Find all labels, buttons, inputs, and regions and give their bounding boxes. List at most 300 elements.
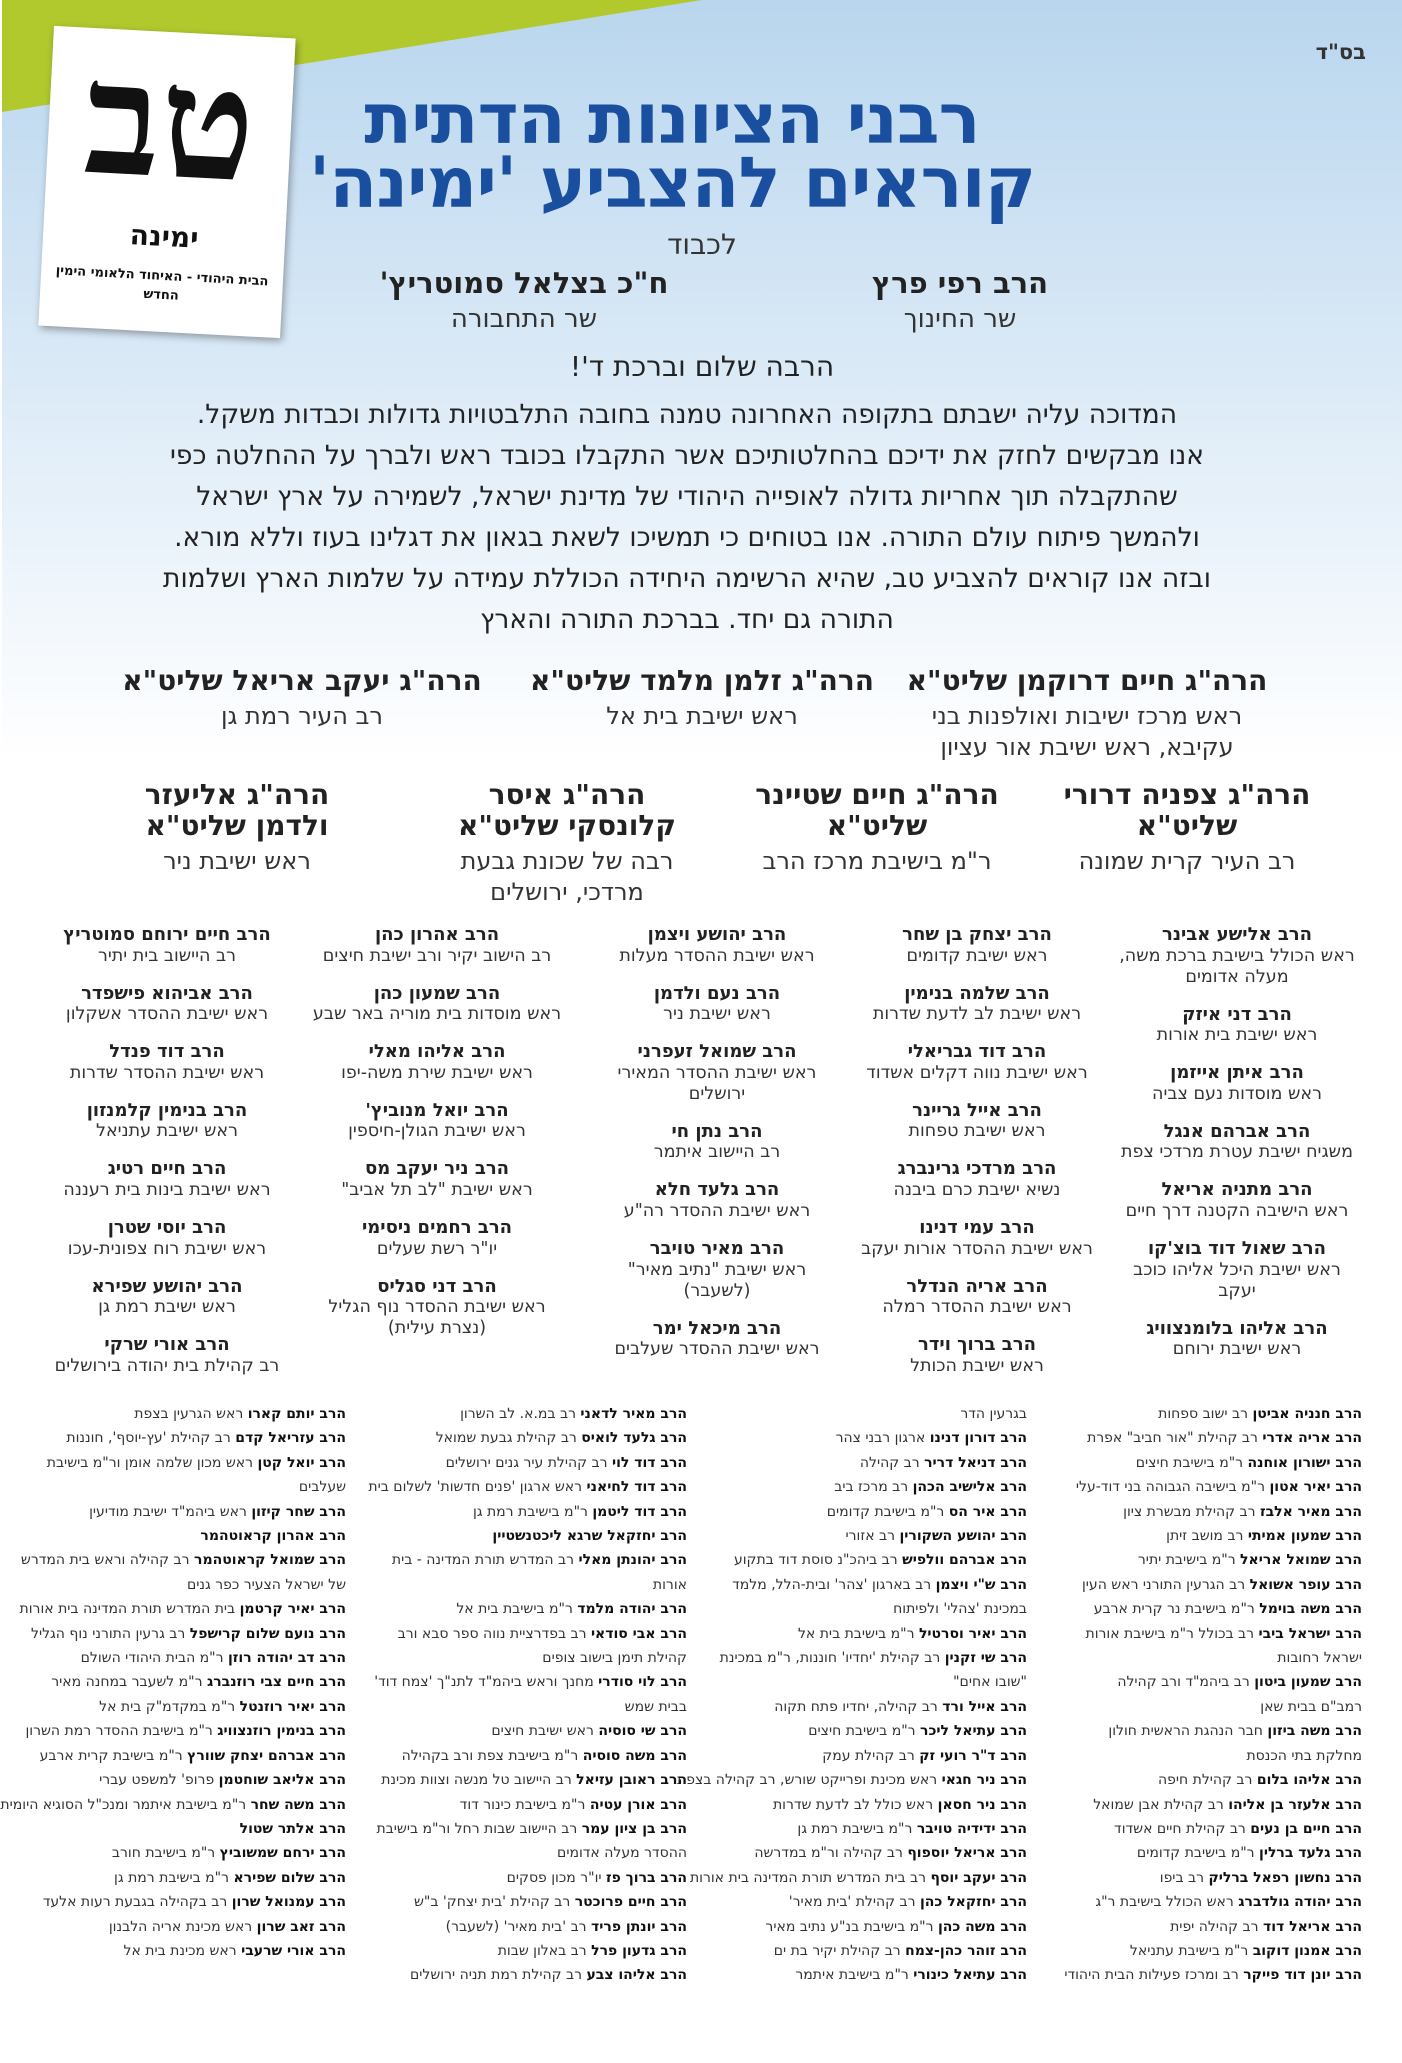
rabbi-entry: [852, 1100, 1102, 1143]
headline-line-1: רבני הציונות הדתית: [364, 78, 980, 160]
rabbi-entry: [852, 1041, 1102, 1084]
signatory-title: רב בכולל ר"מ בישיבת אורות: [1085, 1625, 1255, 1642]
signatory-row: [46, 1646, 346, 1670]
senior-rabbi: [752, 780, 1002, 877]
rabbi-entry: [1112, 1004, 1362, 1047]
signatory-name: הרב אייל ורד: [942, 1698, 1027, 1715]
rabbi-name: הרב שמואל זעפרני: [637, 1041, 797, 1063]
signatory-name: הרב אורי שרעבי: [241, 1942, 346, 1959]
rabbi-name: הרב מיכאל ימר: [652, 1317, 782, 1339]
signatory-title: רב קהילת עמק: [822, 1747, 915, 1764]
rabbi-name: הרב שאול דוד בוצ'קו: [1148, 1237, 1326, 1259]
rabbi-title: ראש מוסדות נעם צביה: [1152, 1083, 1322, 1104]
addressee-name: ח"כ בצלאל סמוטריץ': [379, 266, 669, 300]
signatory-title: יו"ר מכון פסקים: [506, 1869, 602, 1886]
signatory-row: [387, 1548, 687, 1572]
signatory-name: הרב אליהו צבע: [586, 1967, 687, 1984]
rabbi-title: יו"ר רשת שעלים: [376, 1238, 498, 1259]
signatory-title: ראש ארגון 'פנים חדשות' לשלום בית: [368, 1479, 583, 1496]
rabbi-name: הרה"ג צפניה דרורי שליט"א: [1063, 778, 1311, 842]
rabbi-title: ראש ישיבת רוח צפונית-עכו: [67, 1238, 267, 1259]
signatory-row: [727, 1670, 1027, 1694]
signatory-name: הרב אבי סודאי: [590, 1625, 687, 1642]
signatory-row: [1062, 1866, 1362, 1890]
rabbi-entry: [1112, 1121, 1362, 1164]
rabbi-title: ראש ישיבת עתניאל: [96, 1121, 238, 1142]
addressee-1: [770, 266, 1150, 334]
signatory-title: ראש מכינת אריה הלבנון: [108, 1918, 253, 1935]
signatory-row: [727, 1695, 1027, 1719]
rabbi-entry: [312, 924, 562, 967]
signatory-title: רב ביהכ"נ סוסת דוד בתקוע: [733, 1552, 898, 1569]
signatory-name: הרב בן ציון עמר: [581, 1820, 687, 1837]
rabbi-name: הרב יהושע ויצמן: [647, 924, 787, 945]
letter-honor: לכבוד: [667, 228, 737, 261]
signatory-title: רב בית המדרש תורת המדינה בית אורות: [689, 1869, 927, 1886]
signatory-row: [387, 1915, 687, 1939]
rabbi-entry: [312, 1100, 562, 1143]
signatory-row: [387, 1524, 687, 1548]
signatory-name: הרב בנימין רוזנצוויג: [217, 1723, 346, 1740]
rabbi-title: ראש ישיבת ירוחם: [1172, 1339, 1302, 1360]
signatory-title: רב מושב זיתן: [1166, 1528, 1244, 1545]
signatory-title: ר"מ בישיבת רמת גן: [114, 1869, 229, 1886]
rabbi-entry: [592, 1179, 842, 1222]
signatory-row: [20, 1548, 346, 1572]
signatory-row: [368, 1475, 687, 1499]
signatory-row: [387, 1963, 687, 1987]
rabbi-title: ראש ישיבת הכותל: [910, 1355, 1044, 1376]
signatory-title: רב קהילת עיר גנים ירושלים: [445, 1454, 608, 1471]
rabbi-title: רב הישוב יקיר ורב ישיבת חיצים: [322, 945, 552, 966]
signatory-title: במכינת 'צהלי' ולפיתוח: [893, 1601, 1027, 1618]
signatory-title: רב קהילת רמת תניה ירושלים: [409, 1967, 582, 1984]
rabbi-entry: [312, 1158, 562, 1201]
signatory-row: [1062, 1744, 1362, 1768]
signatory-row: [727, 1915, 1027, 1939]
signatory-row: [727, 1573, 1027, 1597]
signatory-name: הרב אברהם יצחק שוורץ: [187, 1747, 346, 1764]
signatory-row: [1062, 1963, 1362, 1987]
signatory-name: הרב אלישיב הכהן: [912, 1479, 1027, 1496]
letter-line: ולהמשך פיתוח עולם התורה. אנו בטוחים כי תמשיכו לשאת בגאון את דגלינו בעוז וללא מורא.: [174, 522, 1200, 553]
rabbi-name: הרה"ג איסר קלונסקי שליט"א: [458, 778, 676, 842]
rabbi-title: ראש ישיבת ההסדר מעלות: [619, 945, 815, 966]
signatory-title: רב בקהילה בגבעת רעות אלעד: [42, 1894, 228, 1911]
rabbis-column: [592, 924, 842, 1376]
signatory-row: [727, 1744, 1027, 1768]
rabbi-title: רבה של שכונת גבעת מרדכי, ירושלים: [460, 846, 674, 906]
signatory-row: [727, 1402, 1027, 1426]
signatory-title: רב קהילת חיים אשדוד: [1114, 1820, 1246, 1837]
signatory-title: ראש מכון שלמה אומן ור"מ בישיבת: [46, 1454, 253, 1471]
rabbi-name: הרב דני איזק: [1182, 1003, 1292, 1025]
rabbi-name: הרב חיים ירוחם סמוטריץ: [63, 924, 271, 945]
signatory-name: הרב גדעון פרל: [591, 1942, 687, 1959]
signatory-name: הרב יהודה גולדברג: [1238, 1894, 1362, 1911]
rabbi-title: ראש ישיבת ניר: [163, 846, 311, 875]
signatory-row: [381, 1768, 687, 1792]
signatory-row: [387, 1866, 687, 1890]
signatory-row: [727, 1963, 1027, 1987]
signatory-title: ארגון רבני צהר: [835, 1430, 926, 1447]
signatory-name: הרב אברהם וולפיש: [902, 1552, 1027, 1569]
rabbi-entry: [42, 924, 292, 967]
signatories-column: [368, 1402, 687, 1988]
signatory-row: [1062, 1670, 1362, 1694]
signatory-title: רב קהילת גבעת שמואל: [435, 1430, 577, 1447]
senior-rabbi: [122, 666, 482, 732]
rabbi-entry: [852, 1158, 1102, 1201]
signatory-row: [376, 1817, 687, 1841]
rabbi-entry: [312, 983, 562, 1026]
signatory-row: [727, 1890, 1027, 1914]
signatory-title: רב קהילת אבן שמואל: [1093, 1796, 1224, 1813]
signatory-name: הרב שמואל קראוטהמר: [194, 1552, 346, 1569]
signatory-row: [727, 1524, 1027, 1548]
signatory-name: הרב יהונתן מאלי: [578, 1552, 687, 1569]
signatory-row: [1062, 1890, 1362, 1914]
signatory-row: [39, 1744, 346, 1768]
rabbi-name: הרב אברהם אנגל: [1163, 1120, 1311, 1142]
signatory-row: [727, 1793, 1027, 1817]
addressee-role: שר החינוך: [903, 304, 1017, 334]
addressee-name: הרב רפי פרץ: [871, 266, 1049, 300]
addressee-2: [334, 266, 714, 334]
signatory-title: ישראל רחובות: [1277, 1650, 1362, 1667]
rabbi-name: הרב רחמים ניסימי: [361, 1216, 513, 1238]
signatory-name: הרב ישורון אוחנה: [1247, 1454, 1362, 1471]
signatory-row: [1062, 1719, 1362, 1743]
signatory-name: הרב יאיר רוזנטל: [239, 1698, 346, 1715]
rabbi-title: ראש ישיבת ההסדר שעלבים: [614, 1339, 820, 1360]
signatory-name: הרב שמואל אריאל: [1240, 1552, 1362, 1569]
rabbi-title: ראש ישיבת "לב תל אביב": [341, 1179, 533, 1200]
letter-greeting: הרבה שלום וברכת ד'!: [569, 350, 835, 383]
signatory-row: [387, 1402, 687, 1426]
signatory-title: מחנך וראש ביהמ"ד לתנ"ך 'צמח דוד': [374, 1674, 594, 1691]
signatory-title: ר"מ בישיבת בית אל: [797, 1625, 915, 1642]
signatory-title: בגרעין הדר: [960, 1406, 1027, 1422]
signatory-title: רב בפדרציית נווה ספר סבא ורב: [397, 1625, 587, 1642]
signatory-row: [1062, 1622, 1362, 1646]
signatory-row: [46, 1451, 346, 1475]
rabbi-entry: [852, 983, 1102, 1026]
signatory-row: [387, 1573, 687, 1597]
rabbi-title: ראש ישיבת קדומים: [906, 945, 1048, 966]
signatory-title: רב קהילה, יחדיו פתח תקוה: [774, 1698, 938, 1715]
signatory-name: הרב אלתר שטול: [239, 1820, 346, 1837]
signatories-column: [677, 1402, 1027, 1988]
signatory-name: הרב זאב שרון: [256, 1918, 346, 1935]
rabbi-name: הרב איתן אייזמן: [1170, 1062, 1304, 1084]
signatory-title: ראש הכולל בישיבת ר"ג: [1095, 1894, 1234, 1911]
signatory-row: [1062, 1597, 1362, 1621]
signatory-row: [387, 1500, 687, 1524]
rabbi-name: הרב אליהו בלומנצוויג: [1146, 1317, 1328, 1339]
rabbi-title: ראש ישיבת היכל אליהו כוכב יעקב: [1133, 1259, 1341, 1301]
rabbi-title: ראש ישיבת ההסדר שדרות: [69, 1062, 265, 1083]
signatory-name: הרב עזריאל קדם: [235, 1430, 346, 1447]
rabbi-title: ראש ישיבת בית אורות: [1156, 1025, 1318, 1046]
rabbi-title: ראש הישיבה הקטנה דרך חיים: [1125, 1200, 1349, 1221]
rabbi-entry: [852, 924, 1102, 967]
rabbi-title: ראש ישיבת ההסדר רמלה: [882, 1297, 1072, 1318]
signatory-name: הרב שמעון אמיתי: [1247, 1528, 1362, 1545]
signatory-name: הרב שלום שפירא: [233, 1869, 346, 1886]
signatory-name: הרב נחשון רפאל ברליק: [1208, 1869, 1362, 1886]
signatory-row: [1062, 1695, 1362, 1719]
bsd-mark: בס"ד: [1315, 40, 1366, 64]
rabbi-entry: [312, 1041, 562, 1084]
signatory-title: ראש הגרעין בצפת: [134, 1406, 244, 1422]
rabbi-title: ראש מוסדות בית מוריה באר שבע: [312, 1004, 562, 1025]
rabbi-entry: [592, 1041, 842, 1105]
signatory-row: [46, 1841, 346, 1865]
signatories-column: [1062, 1402, 1362, 1988]
signatory-title: רב באלון שבות: [497, 1942, 587, 1959]
rabbi-title: ראש ישיבת לב לדעת שדרות: [872, 1004, 1082, 1025]
signatory-row: [46, 1695, 346, 1719]
signatory-title: ר"מ בישיבת נר קרית ארבע: [1093, 1601, 1255, 1618]
signatory-title: ר"מ בישיבת כינור דוד: [459, 1796, 586, 1813]
signatory-row: [46, 1915, 346, 1939]
rabbi-entry: [852, 1217, 1102, 1260]
rabbi-title: ראש מרכז ישיבות ואולפנות בני עקיבא, ראש ישיבת אור עציון: [931, 701, 1243, 761]
signatory-row: [727, 1548, 1027, 1572]
rabbi-entry: [852, 1276, 1102, 1319]
signatory-name: הרב חיים צבי רוזנברג: [206, 1674, 346, 1691]
signatory-row: [42, 1890, 346, 1914]
signatory-row: [1062, 1939, 1362, 1963]
rabbi-name: הרב דוד גבריאלי: [907, 1041, 1047, 1063]
signatory-name: הרב משה סוסיה: [582, 1747, 687, 1764]
rabbi-name: הרב נעם ולדמן: [653, 982, 781, 1004]
signatory-row: [727, 1817, 1027, 1841]
senior-rabbi: [442, 780, 692, 908]
rabbi-entry: [852, 1334, 1102, 1377]
rabbi-title: רב העיר קרית שמונה: [1078, 846, 1296, 875]
party-ballot-logo: [38, 26, 295, 338]
signatory-name: הרב אורן עטיה: [589, 1796, 687, 1813]
senior-rabbi: [1062, 780, 1312, 877]
signatory-title: רב קהילת מבשרת ציון: [1123, 1503, 1256, 1520]
signatory-title: רב קהילה ור"מ במדרשה: [754, 1845, 903, 1862]
rabbi-title: ראש ישיבת ההסדר אורות יעקב: [861, 1238, 1093, 1259]
signatory-title: רב קהילה יפית: [1170, 1918, 1259, 1935]
rabbi-name: הרה"ג אליעזר ולדמן שליט"א: [144, 778, 330, 842]
letter-line: שהתקבלה תוך אחריות גדולה לאופייה היהודי של מדינת ישראל, לשמירה על ארץ ישראל: [196, 481, 1178, 512]
signatory-row: [387, 1451, 687, 1475]
signatory-row: [387, 1695, 687, 1719]
signatory-row: [1062, 1426, 1362, 1450]
letter-body: [122, 394, 1252, 640]
rabbi-entry: [592, 1238, 842, 1302]
signatory-title: רב ישוב ספחות: [1158, 1406, 1248, 1422]
signatory-title: רב קהילת 'עץ-יוסף', חוננות: [66, 1430, 231, 1447]
signatory-row: [727, 1719, 1027, 1743]
signatory-name: הרב זוהר כהן-צמח: [905, 1942, 1027, 1959]
signatory-row: [387, 1744, 687, 1768]
signatory-name: הרב שמעון ביטון: [1254, 1674, 1362, 1691]
rabbi-entry: [592, 1121, 842, 1164]
signatory-title: פרופ' למשפט עברי: [99, 1772, 215, 1789]
signatory-title: רב הגרעין התורני ראש העין: [1081, 1576, 1246, 1593]
rabbi-name: הרב מרדכי גרינברג: [897, 1158, 1057, 1180]
signatory-title: קהילת תימן בישוב צופים: [542, 1650, 687, 1667]
signatories-column: [0, 1402, 346, 1963]
signatory-name: הרב ניר חסאן: [937, 1796, 1027, 1813]
signatory-name: הרב ירחם שמשוביץ: [219, 1845, 346, 1862]
rabbi-title: נשיא ישיבת כרם ביבנה: [893, 1179, 1061, 1200]
rabbis-column: [42, 924, 292, 1393]
signatory-title: רב במ.א. לב השרון: [460, 1406, 576, 1422]
signatory-name: הרב יאיר קרטמן: [239, 1601, 346, 1618]
signatory-name: הרב ידידיה טויבר: [916, 1820, 1027, 1837]
signatory-title: רב קהילת 'בית מאיר': [788, 1894, 916, 1911]
signatory-row: [387, 1890, 687, 1914]
signatory-name: הרב ניר חגאי: [941, 1772, 1027, 1789]
signatory-row: [1062, 1402, 1362, 1426]
signatory-title: ראש כולל לב לדעת שדרות: [772, 1796, 934, 1813]
signatory-name: הרב מאיר אלבז: [1259, 1503, 1362, 1520]
signatory-row: [1062, 1475, 1362, 1499]
signatory-row: [387, 1426, 687, 1450]
signatory-name: הרב שי סוסיה: [598, 1723, 687, 1740]
signatory-title: רמב"ם בבית שאן: [1260, 1698, 1362, 1715]
rabbi-title: ר"מ בישיבת מרכז הרב: [762, 846, 992, 875]
letter-line: אנו מבקשים לחזק את ידיכם בהחלטותיכם אשר התקבלו בכובד ראש ולברך על ההחלטה כפי: [169, 440, 1204, 471]
party-name: ימינה: [128, 218, 200, 255]
signatory-name: הרב יאיר וסרטיל: [918, 1625, 1027, 1642]
party-subtitle: הבית היהודי - האיחוד הלאומי הימין החדש: [55, 263, 269, 304]
signatory-name: הרב דוד לחיאני: [586, 1479, 687, 1496]
signatory-row: [19, 1597, 346, 1621]
signatory-name: הרב אמנון דוקוב: [1252, 1942, 1362, 1959]
signatory-row: [46, 1817, 346, 1841]
signatory-name: הרב מאיר לדאני: [580, 1406, 687, 1422]
signatory-name: הרב משה ביזון: [1267, 1723, 1362, 1740]
signatory-name: הרב לוי סודרי: [598, 1674, 687, 1691]
signatory-title: ר"מ בישיבת איתמר: [795, 1967, 909, 1984]
signatory-title: רב ומרכז פעילות הבית היהודי: [1064, 1967, 1239, 1984]
signatory-row: [46, 1670, 346, 1694]
rabbi-entry: [592, 924, 842, 967]
headline-line-2: קוראים להצביע 'ימינה': [308, 142, 1036, 224]
rabbi-name: הרב אהרון כהן: [374, 924, 500, 945]
signatory-title: בבית שמש: [624, 1698, 687, 1715]
senior-rabbi: [522, 666, 882, 732]
signatory-row: [387, 1622, 687, 1646]
signatory-title: רב היישוב טל מנשה וצוות מכינת: [381, 1772, 572, 1789]
letter-line: ובזה אנו קוראים להצביע טב, שהיא הרשימה היחידה הכוללת עמידה על שלמות הארץ ושלמות: [163, 563, 1211, 594]
signatory-row: [46, 1939, 346, 1963]
signatory-row: [727, 1622, 1027, 1646]
signatory-title: חבר הנהגת הראשית חולון: [1108, 1723, 1263, 1740]
rabbi-name: הרב אלישע אבינר: [1161, 924, 1313, 945]
signatory-name: הרב אהרון קראוטהמר: [200, 1528, 346, 1545]
signatory-name: הרב נועם שלום קרישפל: [189, 1625, 346, 1642]
rabbi-title: ראש ישיבת נווה דקלים אשדוד: [866, 1062, 1088, 1083]
signatory-row: [719, 1646, 1027, 1670]
rabbi-entry: [42, 1276, 292, 1319]
rabbi-title: ראש הכולל בישיבת ברכת משה, מעלה אדומים: [1119, 945, 1355, 987]
rabbi-name: הרב חיים רטיג: [107, 1158, 227, 1180]
signatory-row: [727, 1475, 1027, 1499]
signatory-name: הרב גלעד ברלין: [1259, 1845, 1362, 1862]
signatory-title: שעלבים: [298, 1479, 346, 1496]
signatory-name: הרב חנניה אביטן: [1252, 1406, 1362, 1422]
signatory-name: הרב דוד לוי: [612, 1454, 687, 1471]
signatory-row: [387, 1719, 687, 1743]
signatory-title: רב גרעין התורני נוף הגליל: [30, 1625, 186, 1642]
signatory-title: ר"מ בישיבת יתיר: [1137, 1552, 1236, 1569]
signatory-title: ר"מ בישיבת עתניאל: [1129, 1942, 1249, 1959]
rabbi-entry: [42, 983, 292, 1026]
signatory-row: [1062, 1451, 1362, 1475]
rabbi-title: ראש ישיבת "נתיב מאיר" (לשעבר): [627, 1259, 807, 1301]
signatory-row: [387, 1841, 687, 1865]
signatory-name: הרב יהושע השקורין: [899, 1528, 1027, 1545]
signatory-row: [727, 1597, 1027, 1621]
rabbi-title: רב היישוב איתמר: [653, 1142, 781, 1163]
signatory-title: ר"מ בישיבת ההסדר רמת השרון: [25, 1723, 213, 1740]
rabbi-name: הרב יהושע שפירא: [91, 1275, 243, 1297]
signatory-row: [25, 1719, 346, 1743]
signatory-name: הרב אריה אדרי: [1262, 1430, 1362, 1447]
rabbi-title: ראש ישיבת ההסדר המאירי ירושלים: [617, 1062, 817, 1104]
rabbi-name: הרב ניר יעקב מס: [364, 1158, 510, 1180]
rabbi-entry: [42, 1334, 292, 1377]
signatory-title: ר"מ בישיבת חיצים: [808, 1723, 916, 1740]
signatory-name: הרב שי זקנין: [944, 1650, 1027, 1667]
signatory-title: אורות: [652, 1576, 687, 1593]
rabbis-column: [1112, 924, 1362, 1376]
rabbi-entry: [1112, 1238, 1362, 1302]
signatory-row: [374, 1670, 687, 1694]
signatory-title: ראש ביהמ"ד ישיבת מודיעין: [89, 1503, 247, 1520]
signatory-title: ר"מ בישיבת חורב: [111, 1845, 216, 1862]
signatory-row: [1062, 1817, 1362, 1841]
signatory-name: הרב דניאל דריר: [924, 1454, 1027, 1471]
signatory-name: הרב ראובן עזיאל: [576, 1772, 687, 1789]
signatory-row: [1062, 1646, 1362, 1670]
signatory-row: [727, 1841, 1027, 1865]
signatory-title: רב ביפו: [1159, 1869, 1204, 1886]
rabbi-name: הרב שמעון כהן: [373, 982, 501, 1004]
signatory-title: רב ביהמ"ד ורב קהילה: [1117, 1674, 1250, 1691]
signatory-title: רב בארגון 'צהר' ובית-הלל, מלמד: [732, 1576, 932, 1593]
signatory-name: הרב יחזקאל שרגא ליכטנשטיין: [492, 1528, 687, 1545]
signatory-name: הרב יואל קטן: [257, 1454, 346, 1471]
signatory-title: ר"מ בישיבת קדומים: [826, 1503, 945, 1520]
signatory-row: [727, 1451, 1027, 1475]
signatory-title: ההסדר מעלה אדומים: [557, 1845, 687, 1862]
signatory-title: של ישראל הצעיר כפר גנים: [186, 1576, 346, 1593]
rabbi-name: הרב אורי שרקי: [104, 1334, 230, 1356]
signatory-title: רב 'בית מאיר' (לשעבר): [445, 1918, 587, 1935]
signatory-name: הרב דורון דנינו: [929, 1430, 1027, 1447]
signatory-name: הרב שחר קיזון: [251, 1503, 346, 1520]
signatory-name: הרב עמנואל שרון: [231, 1894, 346, 1911]
rabbi-title: ראש ישיבת ההסדר רה"ע: [623, 1200, 811, 1221]
signatory-title: בית המדרש תורת המדינה בית אורות: [19, 1601, 236, 1618]
signatory-title: רב מרכז ביב: [834, 1479, 909, 1496]
rabbi-name: הרב אליהו מאלי: [368, 1041, 506, 1063]
rabbi-name: הרב עמי דנינו: [919, 1216, 1035, 1238]
signatory-name: הרב יעקב יוסף: [930, 1869, 1027, 1886]
signatory-row: [46, 1426, 346, 1450]
